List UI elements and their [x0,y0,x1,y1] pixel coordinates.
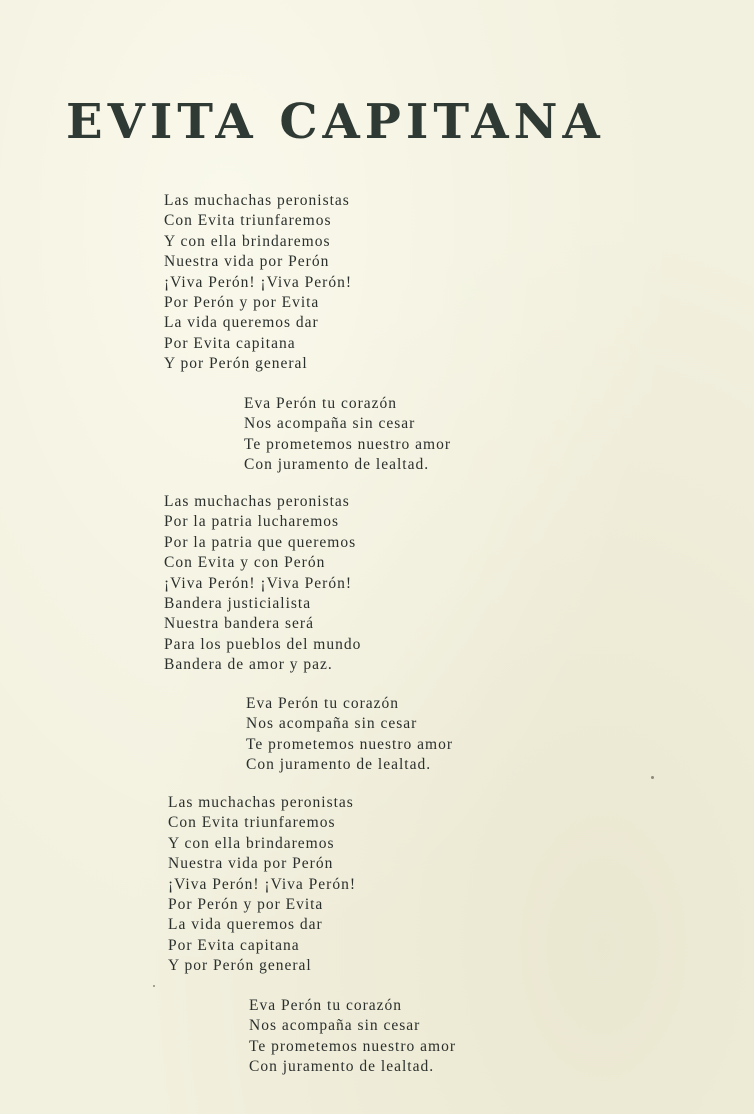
lyric-line: Las muchachas peronistas [164,493,350,510]
chorus-line: Eva Perón tu corazón [246,695,399,712]
chorus-line: Con juramento de lealtad. [249,1058,435,1076]
chorus-line: Te prometemos nuestro amor [249,1037,456,1055]
lyric-line: Las muchachas peronistas [164,192,350,209]
lyric-line: Y por Perón general [168,957,312,975]
lyric-line: Con Evita triunfaremos [164,212,332,230]
lyric-line: Por Perón y por Evita [168,896,324,914]
chorus-line: Eva Perón tu corazón [249,997,402,1014]
lyric-line: Bandera justicialista [164,595,312,613]
lyric-line: ¡Viva Perón! ¡Viva Perón! [168,875,356,893]
lyric-line: Por la patria que queremos [164,533,357,551]
chorus-line: Nos acompaña sin cesar [249,1017,421,1035]
lyric-line: Nuestra vida por Perón [164,253,330,271]
lyric-line: ¡Viva Perón! ¡Viva Perón! [164,273,352,291]
lyric-line: Por Evita capitana [164,334,296,352]
lyric-line: Por Perón y por Evita [164,294,320,312]
lyric-line: Y con ella brindaremos [164,232,331,250]
lyric-line: La vida queremos dar [164,314,319,332]
lyric-line: Nuestra vida por Perón [168,855,334,873]
lyric-line: Nuestra bandera será [164,615,314,633]
paper-speck [153,985,155,987]
verse-2 [164,492,361,676]
paper-speck [651,776,654,779]
lyric-line: ¡Viva Perón! ¡Viva Perón! [164,574,352,592]
chorus-line: Con juramento de lealtad. [246,756,432,774]
lyric-line: Y con ella brindaremos [168,834,335,852]
chorus-1 [244,394,451,476]
chorus-line: Nos acompaña sin cesar [244,415,416,433]
lyric-line: Para los pueblos del mundo [164,635,362,653]
chorus-line: Con juramento de lealtad. [244,456,430,474]
lyric-line: La vida queremos dar [168,916,323,934]
lyric-line: Y por Perón general [164,355,308,373]
chorus-line: Nos acompaña sin cesar [246,715,418,733]
lyric-line: Por Evita capitana [168,936,300,954]
chorus-2 [246,694,453,776]
lyric-line: Con Evita triunfaremos [168,814,336,832]
song-title: EVITA CAPITANA [66,94,605,150]
chorus-line: Te prometemos nuestro amor [244,435,451,453]
verse-3 [168,793,356,977]
lyric-line: Bandera de amor y paz. [164,656,333,674]
lyric-line: Con Evita y con Perón [164,554,326,572]
lyric-line: Las muchachas peronistas [168,794,354,811]
chorus-3 [249,996,456,1078]
verse-1 [164,191,352,375]
chorus-line: Eva Perón tu corazón [244,395,397,412]
chorus-line: Te prometemos nuestro amor [246,735,453,753]
lyric-line: Por la patria lucharemos [164,513,340,531]
